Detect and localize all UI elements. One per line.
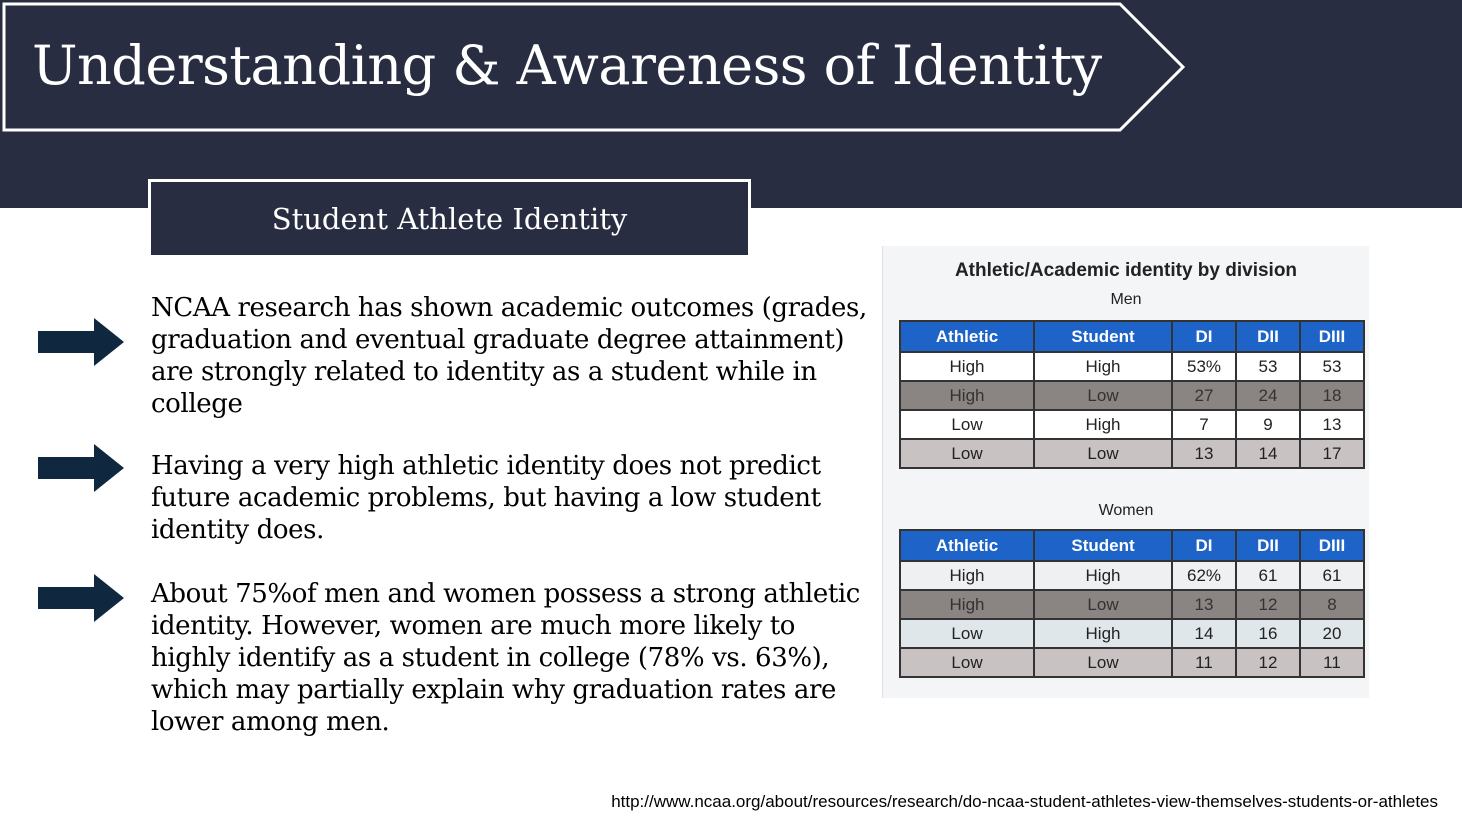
column-header: Student xyxy=(1034,530,1172,561)
page-title: Understanding & Awareness of Identity xyxy=(32,34,1102,97)
table-cell: 14 xyxy=(1172,619,1236,648)
column-header: Athletic xyxy=(900,530,1034,561)
table-cell: Low xyxy=(900,410,1034,439)
table-row xyxy=(900,439,1364,468)
table-cell: High xyxy=(900,590,1034,619)
table-header-row xyxy=(900,530,1364,561)
source-link[interactable]: http://www.ncaa.org/about/resources/research/do-ncaa-student-athletes-view-themselves-students-or-athletes xyxy=(611,792,1438,811)
column-header: DII xyxy=(1236,530,1300,561)
bullet-text: About 75%of men and women possess a strong athletic identity. However, women are much more likely to highly identify as a student in college (78% vs. 63%), which may partially explain why graduation rates are lower among men. xyxy=(151,579,860,737)
right-arrow-icon xyxy=(38,318,124,366)
table-header-row xyxy=(900,321,1364,352)
table-cell: Low xyxy=(1034,590,1172,619)
table-cell: 18 xyxy=(1300,381,1364,410)
table-row xyxy=(900,561,1364,590)
table-cell: 13 xyxy=(1172,439,1236,468)
bullet-text: Having a very high athletic identity does not predict future academic problems, but having a low student identity does. xyxy=(151,451,821,545)
table-cell: Low xyxy=(1034,439,1172,468)
table-row xyxy=(900,648,1364,677)
table-cell: 9 xyxy=(1236,410,1300,439)
table-cell: 62% xyxy=(1172,561,1236,590)
right-arrow-icon xyxy=(38,574,124,622)
table-cell: High xyxy=(900,352,1034,381)
women-caption: Women xyxy=(1098,502,1154,519)
table-cell: High xyxy=(1034,619,1172,648)
table-cell: 27 xyxy=(1172,381,1236,410)
table-row xyxy=(900,590,1364,619)
table-cell: 8 xyxy=(1300,590,1364,619)
table-cell: 53 xyxy=(1300,352,1364,381)
table-cell: Low xyxy=(1034,648,1172,677)
column-header: DI xyxy=(1172,321,1236,352)
table-cell: 61 xyxy=(1300,561,1364,590)
women-table xyxy=(899,529,1365,678)
bullet-text: NCAA research has shown academic outcomes (grades, graduation and eventual graduate degree attainment) are strongly related to identity as a student while in college xyxy=(151,293,867,419)
right-arrow-icon xyxy=(38,444,124,492)
table-cell: 14 xyxy=(1236,439,1300,468)
table-cell: 17 xyxy=(1300,439,1364,468)
table-cell: High xyxy=(1034,410,1172,439)
table-cell: High xyxy=(900,561,1034,590)
table-cell: 11 xyxy=(1172,648,1236,677)
table-cell: 61 xyxy=(1236,561,1300,590)
table-cell: 12 xyxy=(1236,648,1300,677)
table-cell: 20 xyxy=(1300,619,1364,648)
table-cell: High xyxy=(900,381,1034,410)
table-cell: 53% xyxy=(1172,352,1236,381)
men-table xyxy=(899,320,1365,469)
table-cell: Low xyxy=(900,648,1034,677)
section-title: Student Athlete Identity xyxy=(271,201,628,236)
table-row xyxy=(900,619,1364,648)
table-row xyxy=(900,410,1364,439)
column-header: DI xyxy=(1172,530,1236,561)
table-title: Athletic/Academic identity by division xyxy=(954,260,1298,281)
column-header: Athletic xyxy=(900,321,1034,352)
table-cell: High xyxy=(1034,352,1172,381)
men-caption: Men xyxy=(1110,291,1142,308)
table-cell: 16 xyxy=(1236,619,1300,648)
table-row xyxy=(900,381,1364,410)
identity-table-figure xyxy=(882,246,1369,698)
table-cell: 7 xyxy=(1172,410,1236,439)
table-cell: 13 xyxy=(1300,410,1364,439)
table-cell: 12 xyxy=(1236,590,1300,619)
table-cell: Low xyxy=(900,439,1034,468)
table-row xyxy=(900,352,1364,381)
column-header: DII xyxy=(1236,321,1300,352)
table-cell: Low xyxy=(900,619,1034,648)
section-title-box xyxy=(148,179,751,255)
column-header: DIII xyxy=(1300,530,1364,561)
column-header: Student xyxy=(1034,321,1172,352)
column-header: DIII xyxy=(1300,321,1364,352)
table-cell: 53 xyxy=(1236,352,1300,381)
table-cell: 13 xyxy=(1172,590,1236,619)
table-cell: Low xyxy=(1034,381,1172,410)
table-cell: 24 xyxy=(1236,381,1300,410)
table-cell: High xyxy=(1034,561,1172,590)
table-cell: 11 xyxy=(1300,648,1364,677)
